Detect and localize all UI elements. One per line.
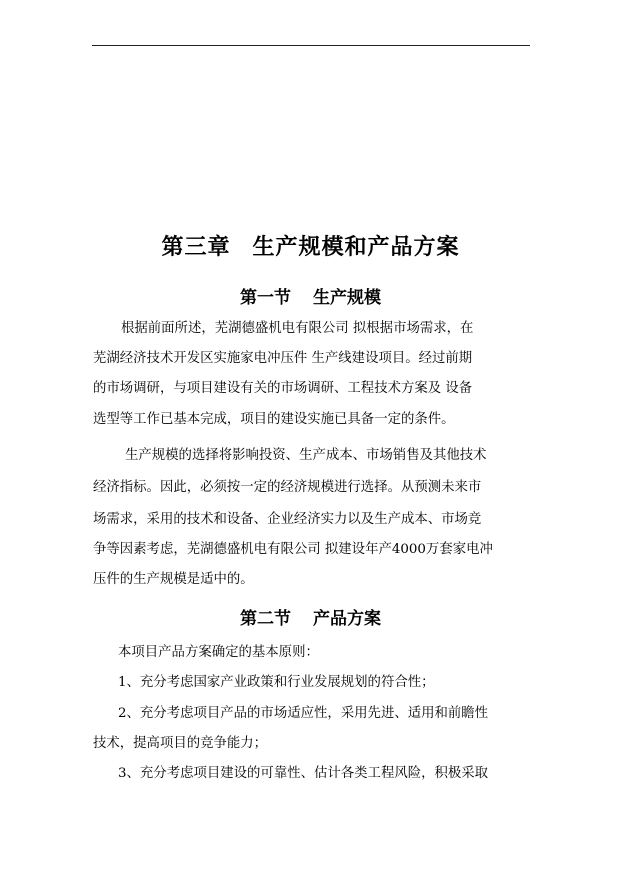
paragraph-line: 芜湖经济技术开发区实施家电冲压件 生产线建设项目。经过前期	[93, 351, 473, 366]
section-name: 产品方案	[313, 609, 381, 629]
list-item: 3、充分考虑项目建设的可靠性、估计各类工程风险，积极采取	[118, 766, 489, 781]
paragraph-line: 技术，提高项目的竞争能力；	[93, 736, 268, 751]
section-title-scale	[0, 283, 621, 308]
paragraph-line: 争等因素考虑，芜湖德盛机电有限公司 拟建设年产4000万套家电冲	[93, 542, 493, 557]
chapter-number: 第三章	[161, 234, 231, 260]
paragraph-line: 生产规模的选择将影响投资、生产成本、市场销售及其他技术	[125, 448, 487, 463]
paragraph-line: 的市场调研，与项目建设有关的市场调研、工程技术方案及 设备	[93, 381, 473, 396]
header-rule	[92, 45, 530, 46]
chapter-name: 生产规模和产品方案	[252, 234, 460, 260]
section-title-product	[0, 604, 621, 629]
paragraph-line: 场需求，采用的技术和设备、企业经济实力以及生产成本、市场竞	[93, 512, 482, 527]
section-number: 第一节	[240, 288, 291, 308]
list-item: 1、充分考虑国家产业政策和行业发展规划的符合性；	[118, 675, 435, 690]
paragraph-line: 压件的生产规模是适中的。	[93, 572, 254, 587]
paragraph-line: 选型等工作已基本完成，项目的建设实施已具备一定的条件。	[93, 412, 455, 427]
list-item: 2、充分考虑项目产品的市场适应性，采用先进、适用和前瞻性	[118, 706, 489, 721]
paragraph-line: 经济指标。因此，必须按一定的经济规模进行选择。从预测未来市	[93, 480, 482, 495]
chapter-title	[0, 230, 621, 261]
paragraph-line: 根据前面所述，芜湖德盛机电有限公司 拟根据市场需求，在	[121, 321, 474, 336]
section-name: 生产规模	[313, 288, 381, 308]
paragraph-line: 本项目产品方案确定的基本原则：	[118, 645, 319, 660]
section-number: 第二节	[240, 609, 291, 629]
